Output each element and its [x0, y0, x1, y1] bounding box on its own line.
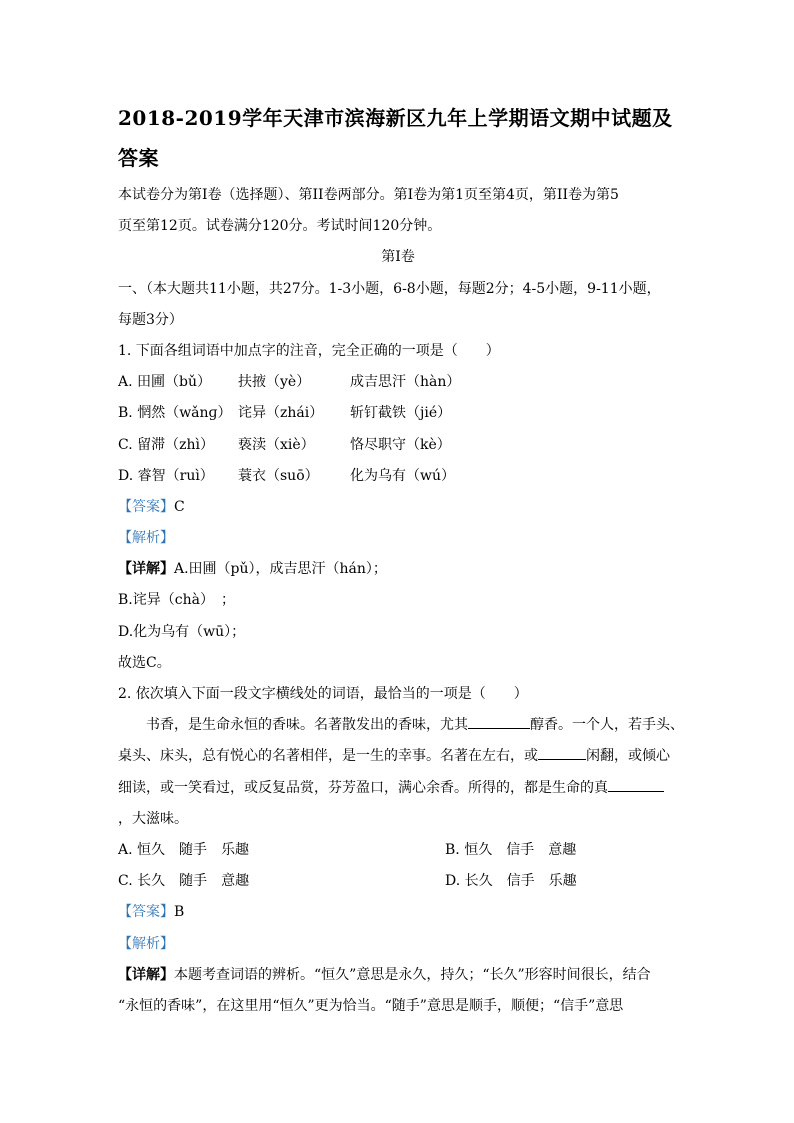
q1-analysis-tag: 【解析】: [118, 530, 174, 547]
passage-text: 桌头、床头，总有悦心的名著相伴，是一生的幸事。名著在左右，或: [118, 748, 538, 765]
answer-value: B: [174, 904, 185, 921]
option-text: D. 长久 信手 乐趣: [445, 873, 577, 890]
option-text: 亵渎（xiè）: [238, 436, 315, 453]
option-text: C. 长久 随手 意趣: [118, 873, 250, 890]
blank-3: [608, 777, 664, 792]
q1-option-d: [118, 461, 678, 492]
q1-option-a: [118, 367, 678, 398]
intro-line: 本试卷分为第Ⅰ卷（选择题）、第II卷两部分。第Ⅰ卷为第1页至第4页，第II卷为第5: [118, 187, 619, 203]
q2-options-row: [118, 835, 678, 866]
q1-stem: 1. 下面各组词语中加点字的注音，完全正确的一项是（ ）: [118, 342, 500, 359]
section-heading: 第Ⅰ卷: [381, 249, 415, 266]
q2-answer: [118, 897, 678, 928]
option-text: D. 睿智（ruì）: [118, 467, 214, 484]
option-text: B. 惘然（wǎnɡ）: [118, 405, 232, 422]
option-text: 成吉思汗（hàn）: [350, 374, 461, 391]
q1-detail-line: B.诧异（chà） ；: [118, 592, 235, 609]
q1-option-c: [118, 430, 678, 461]
q1-detail-line: D.化为乌有（wū）；: [118, 623, 246, 640]
q2-passage-line: [118, 741, 678, 772]
answer-tag: 【答案】: [118, 904, 174, 921]
detail-tag: 【详解】: [118, 561, 174, 578]
q2-passage-line: [118, 710, 684, 741]
detail-tag: 【详解】: [118, 966, 174, 983]
document-page: [118, 98, 684, 1022]
blank-2: [538, 745, 586, 760]
part-instructions: 每题3分）: [118, 311, 183, 328]
q1-detail: [118, 554, 678, 585]
part-instructions: 一、（本大题共11小题，共27分。1-3小题，6-8小题，每题2分；4-5小题，9-11小题，: [118, 280, 661, 297]
answer-tag: 【答案】: [118, 498, 174, 515]
q2-passage-line: ，大滋味。: [118, 810, 188, 827]
option-text: A. 田圃（bǔ）: [118, 374, 211, 391]
option-text: 恪尽职守（kè）: [350, 436, 451, 453]
passage-text: 书香，是生命永恒的香味。名著散发出的香味，尤其: [146, 717, 468, 734]
title-line: 2018-2019学年天津市滨海新区九年上学期语文期中试题及: [118, 106, 673, 130]
title-line: 答案: [118, 146, 159, 170]
passage-text: 闲翻，或倾心: [586, 748, 670, 765]
q1-option-b: [118, 398, 678, 429]
option-text: A. 恒久 随手 乐趣: [118, 841, 250, 858]
passage-text: 醇香。一个人，若手头、: [530, 717, 684, 734]
passage-text: 细读，或一笑看过，或反复品赏，芬芳盈口，满心余香。所得的，都是生命的真: [118, 779, 608, 796]
q1-answer: [118, 492, 678, 523]
q2-detail-line: “永恒的香味”，在这里用“恒久”更为恰当。“随手”意思是顺手，顺便；“信手”意思: [118, 997, 624, 1014]
option-text: 斩钉截铁（jié）: [350, 405, 452, 422]
option-text: B. 恒久 信手 意趣: [445, 841, 577, 858]
q2-detail: [118, 960, 678, 991]
q1-detail-line: 故选C。: [118, 654, 171, 671]
q2-passage-line: [118, 773, 678, 804]
blank-1: [468, 714, 530, 729]
answer-value: C: [174, 498, 185, 515]
option-text: 扶掖（yè）: [238, 374, 311, 391]
q2-stem: 2. 依次填入下面一段文字横线处的词语，最恰当的一项是（ ）: [118, 686, 528, 702]
q2-analysis-tag: 【解析】: [118, 935, 174, 952]
option-text: 蓑衣（suō）: [238, 467, 319, 484]
detail-text: 本题考查词语的辨析。“恒久”意思是永久，持久；“长久”形容时间很长，结合: [174, 966, 651, 983]
option-text: 化为乌有（wú）: [350, 467, 455, 484]
doc-title: [118, 98, 678, 178]
option-text: C. 留滞（zhì）: [118, 436, 214, 453]
intro-line: 页至第12页。试卷满分120分。考试时间120分钟。: [118, 218, 442, 235]
detail-text: A.田圃（pǔ），成吉思汗（hán）；: [174, 561, 387, 578]
q2-options-row: [118, 866, 678, 897]
option-text: 诧异（zhái）: [238, 405, 324, 422]
